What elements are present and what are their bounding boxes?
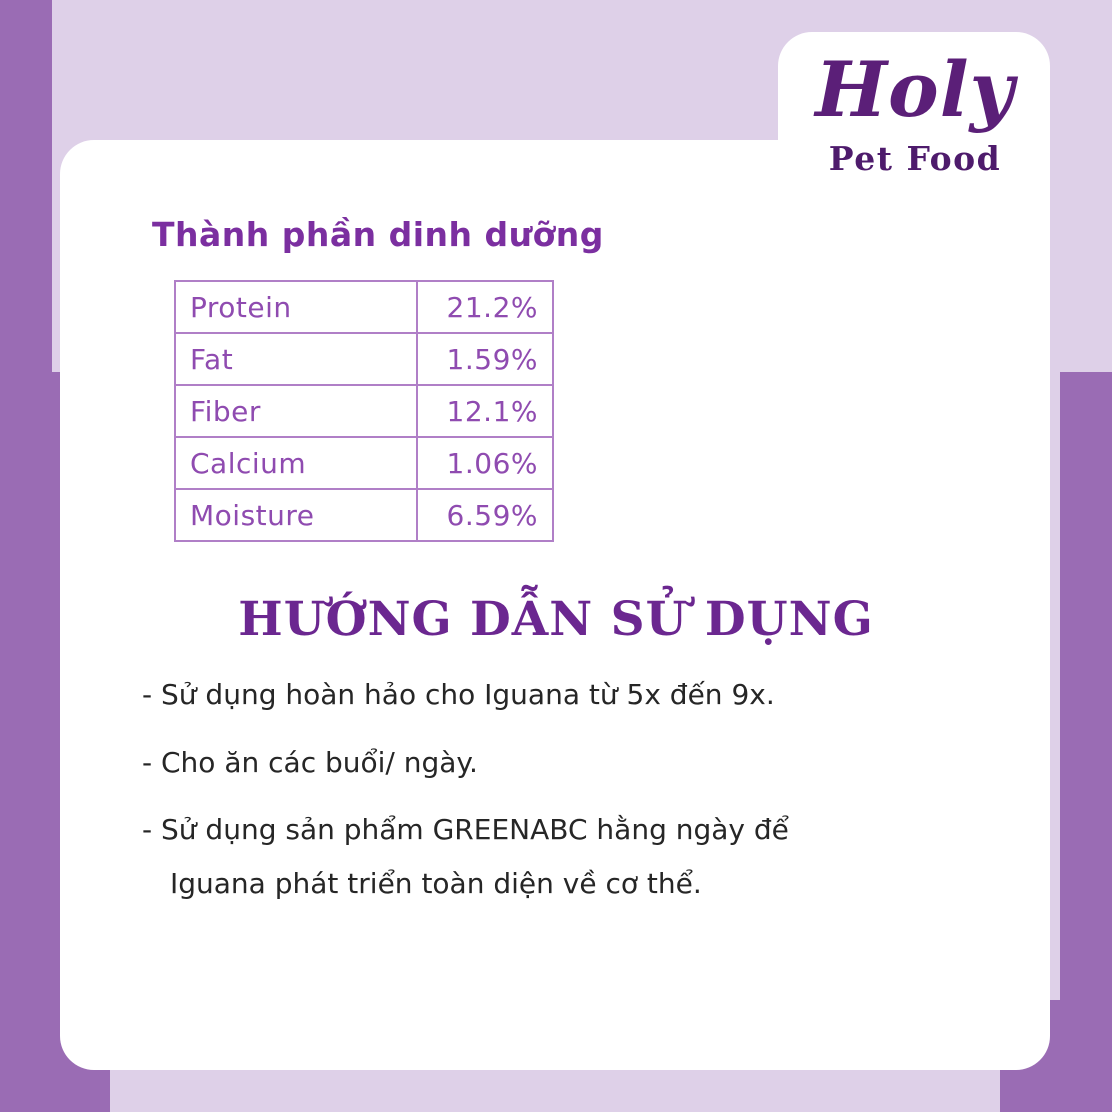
nutrient-value: 1.06% [417, 437, 553, 489]
list-item: - Sử dụng hoàn hảo cho Iguana từ 5x đến 9x. [142, 678, 775, 711]
decorative-block-left-top [0, 0, 52, 372]
nutrient-label: Protein [175, 281, 417, 333]
nutrient-value: 1.59% [417, 333, 553, 385]
table-row [175, 489, 553, 541]
table-row [175, 333, 553, 385]
list-item-continuation: Iguana phát triển toàn diện về cơ thể. [170, 866, 702, 900]
usage-instructions-title: HƯỚNG DẪN SỬ DỤNG [238, 592, 874, 647]
card-corner-curve [744, 140, 784, 180]
nutrition-title: Thành phần dinh dưỡng [152, 215, 604, 254]
table-row [175, 437, 553, 489]
nutrient-label: Fiber [175, 385, 417, 437]
nutrient-label: Fat [175, 333, 417, 385]
brand-logo-mark: Holy [815, 45, 1015, 134]
decorative-block-top-strip [52, 0, 1112, 30]
usage-instructions-list [142, 678, 932, 934]
list-item: - Sử dụng sản phẩm GREENABC hằng ngày để [142, 813, 789, 847]
list-item: - Cho ăn các buổi/ ngày. [142, 745, 478, 779]
nutrient-value: 12.1% [417, 385, 553, 437]
nutrition-table [174, 280, 554, 542]
table-row [175, 281, 553, 333]
nutrient-label: Calcium [175, 437, 417, 489]
nutrient-label: Moisture [175, 489, 417, 541]
nutrient-value: 6.59% [417, 489, 553, 541]
brand-logo [800, 42, 1030, 178]
nutrient-value: 21.2% [417, 281, 553, 333]
brand-logo-subtitle: Pet Food [828, 139, 1002, 178]
table-row [175, 385, 553, 437]
